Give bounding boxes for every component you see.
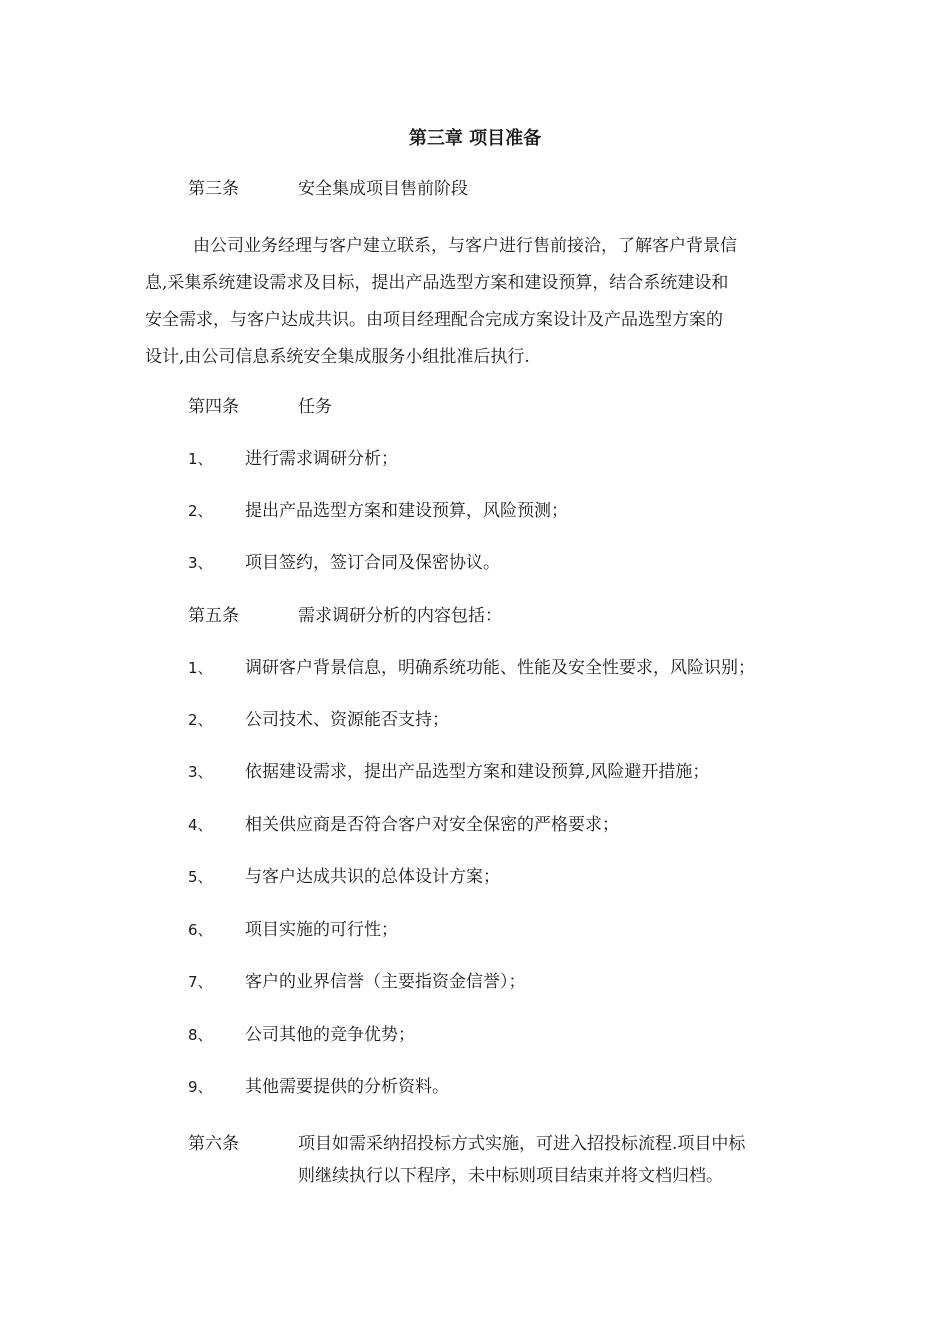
list-item-text: 公司技术、资源能否支持； (245, 710, 449, 730)
list-item (188, 812, 619, 838)
list-item-index: 1、 (188, 450, 213, 468)
list-item (188, 498, 568, 524)
list-item-index: 9、 (188, 1078, 213, 1096)
article-6-line: 则继续执行以下程序，未中标则项目结束并将文档归档。 (298, 1166, 723, 1186)
article-4-title: 任务 (298, 397, 332, 417)
list-item-text: 进行需求调研分析； (245, 449, 398, 469)
article-4-heading (188, 394, 332, 420)
list-item-index: 2、 (188, 502, 213, 520)
list-item-index: 4、 (188, 816, 213, 834)
chapter-title: 第三章 项目准备 (408, 128, 542, 149)
list-item (188, 759, 709, 785)
article-3-heading (188, 176, 468, 202)
list-item-text: 相关供应商是否符合客户对安全保密的严格要求； (245, 815, 619, 835)
list-item-index: 7、 (188, 973, 213, 991)
list-item-text: 与客户达成共识的总体设计方案； (245, 867, 500, 887)
list-item (188, 864, 500, 890)
list-item-index: 3、 (188, 554, 213, 572)
list-item-text: 其他需要提供的分析资料。 (245, 1077, 449, 1097)
article-3-number: 第三条 (188, 179, 239, 199)
article-5-heading (188, 603, 502, 629)
list-item-text: 依据建设需求，提出产品选型方案和建设预算,风险避开措施； (245, 762, 710, 782)
article-5-number: 第五条 (188, 606, 239, 626)
list-item (188, 1074, 449, 1100)
list-item-text: 项目实施的可行性； (245, 920, 398, 940)
list-item-index: 1、 (188, 659, 213, 677)
paragraph-line: 由公司业务经理与客户建立联系，与客户进行售前接洽，了解客户背景信 (193, 236, 737, 256)
article-6-line: 项目如需采纳招投标方式实施，可进入招投标流程.项目中标 (298, 1134, 746, 1154)
list-item (188, 550, 500, 576)
article-6-number: 第六条 (188, 1134, 239, 1154)
article-5-title: 需求调研分析的内容包括： (298, 606, 502, 626)
list-item (188, 707, 449, 733)
list-item (188, 1022, 415, 1048)
article-3-paragraph (145, 228, 807, 376)
list-item (188, 969, 526, 995)
list-item-text: 客户的业界信誉（主要指资金信誉）； (245, 972, 526, 992)
paragraph-line: 安全需求，与客户达成共识。由项目经理配合完成方案设计及产品选型方案的 (145, 310, 723, 330)
paragraph-line: 设计,由公司信息系统安全集成服务小组批准后执行. (145, 347, 530, 367)
list-item-index: 8、 (188, 1026, 213, 1044)
list-item (188, 917, 398, 943)
list-item-index: 5、 (188, 868, 213, 886)
paragraph-line: 息,采集系统建设需求及目标，提出产品选型方案和建设预算，结合系统建设和 (145, 273, 729, 293)
article-4-number: 第四条 (188, 397, 239, 417)
list-item-text: 提出产品选型方案和建设预算，风险预测； (245, 501, 568, 521)
list-item (188, 446, 398, 472)
list-item-index: 2、 (188, 711, 213, 729)
list-item-index: 3、 (188, 763, 213, 781)
list-item-index: 6、 (188, 921, 213, 939)
list-item-text: 调研客户背景信息，明确系统功能、性能及安全性要求，风险识别； (245, 658, 755, 678)
article-6-body (298, 1128, 818, 1192)
list-item-text: 项目签约，签订合同及保密协议。 (245, 553, 500, 573)
article-3-title: 安全集成项目售前阶段 (298, 179, 468, 199)
list-item-text: 公司其他的竞争优势； (245, 1025, 415, 1045)
list-item (188, 655, 755, 681)
